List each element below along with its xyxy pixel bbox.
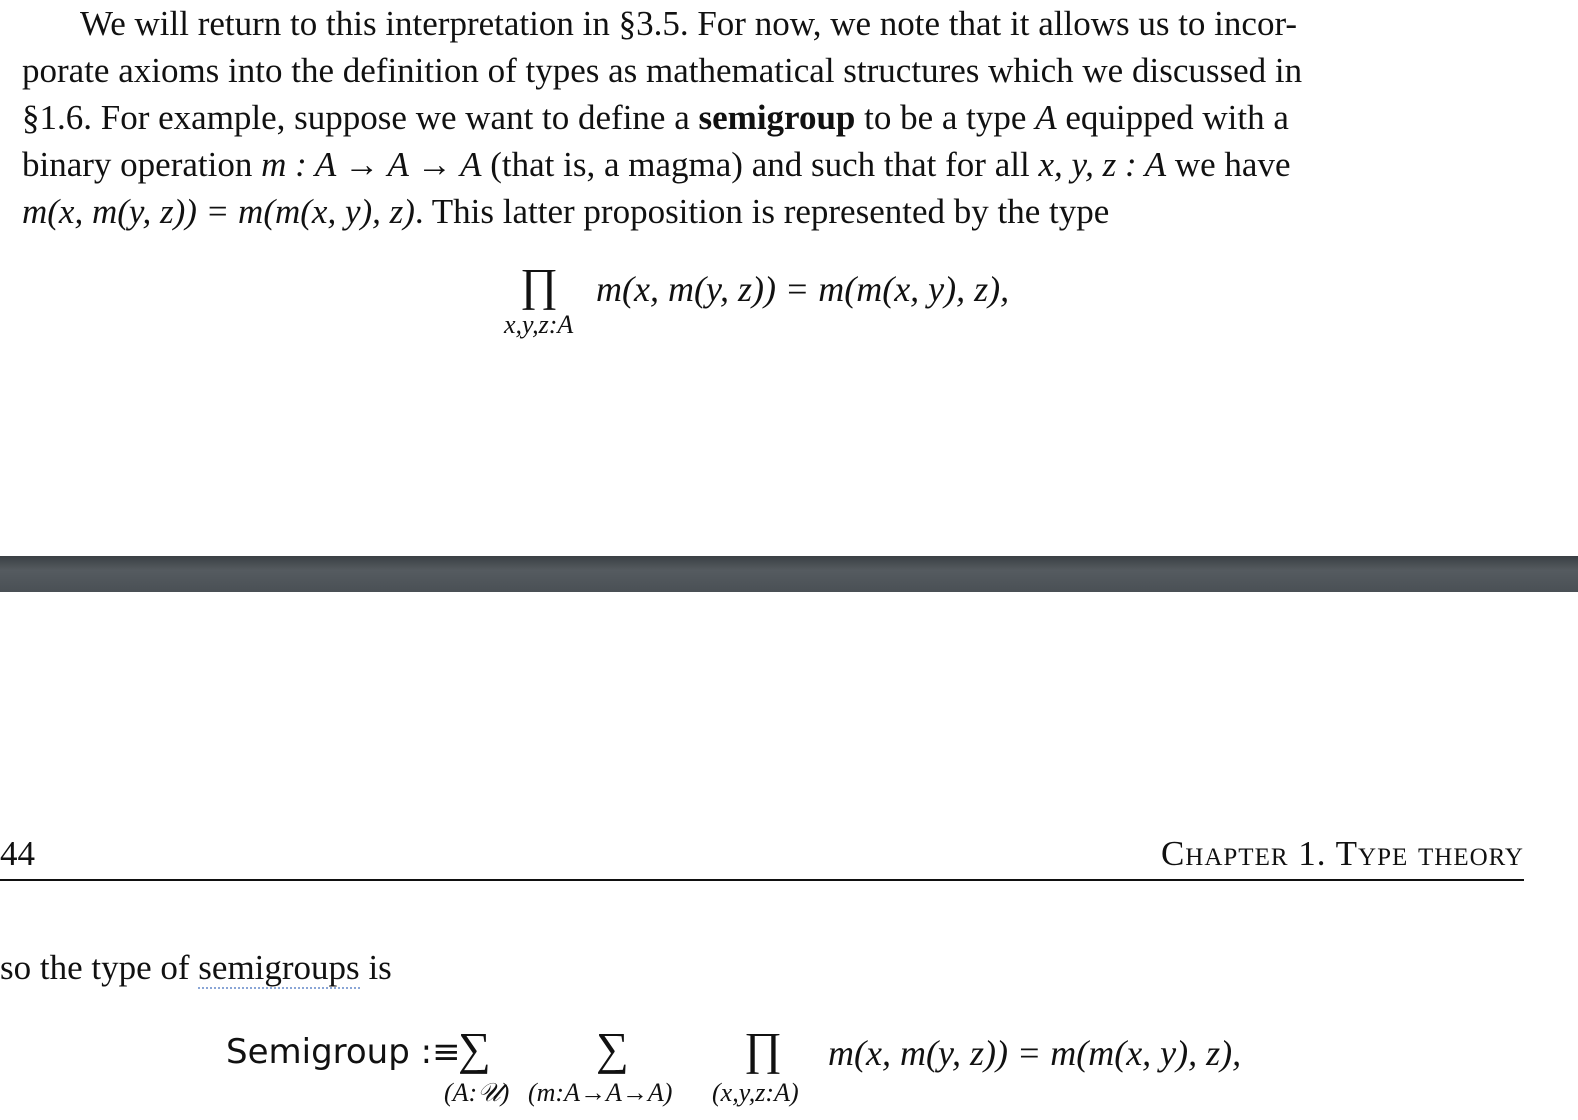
- line3-text-b: to be a type: [855, 98, 1036, 137]
- math-vars: x, y, z : A: [1038, 145, 1167, 184]
- math-assoc-eq: m(x, m(y, z)) = m(m(x, y), z): [22, 192, 415, 231]
- line3-text-c: equipped with a: [1056, 98, 1289, 137]
- math-A: A: [1035, 98, 1057, 137]
- sum-subscript-2: (m:A→A→A): [528, 1078, 673, 1107]
- paragraph-line-5: [22, 188, 1548, 235]
- lead-text-a: so the type of: [0, 948, 199, 987]
- lead-sentence: [0, 948, 392, 988]
- product-symbol: ∏: [520, 259, 558, 310]
- paragraph-line-4: [22, 141, 1548, 188]
- page-separator: [0, 556, 1578, 592]
- line5-text: . This latter proposition is represented by the type: [414, 192, 1110, 231]
- semigroup-name: Semigroup :≡: [226, 1032, 461, 1072]
- line4-text-a: binary operation: [22, 145, 262, 184]
- display1-body: m(x, m(y, z)) = m(m(x, y), z),: [596, 269, 1010, 309]
- display-equation-1: [504, 259, 1080, 342]
- chapter-heading: Chapter 1. Type theory: [1160, 834, 1524, 873]
- sum-subscript-1: (A:𝒰): [444, 1078, 510, 1107]
- term-semigroup: semigroup: [698, 98, 856, 137]
- body-paragraph: [22, 0, 1548, 235]
- sum-symbol-1: ∑: [458, 1023, 491, 1074]
- lead-text-b: is: [359, 948, 392, 987]
- paragraph-line-1: We will return to this interpretation in §3.5. For now, we note that it allows us to incor-: [80, 4, 1298, 43]
- display-equation-2: [226, 1023, 1346, 1116]
- product-subscript-2: (x,y,z:A): [712, 1078, 799, 1107]
- math-binary-op: m : A → A → A: [261, 145, 482, 184]
- product-symbol-2: ∏: [744, 1023, 782, 1074]
- product-subscript: x,y,z:A: [504, 310, 574, 339]
- page-number: 44: [0, 834, 35, 873]
- line4-text-c: we have: [1166, 145, 1291, 184]
- display2-body: m(x, m(y, z)) = m(m(x, y), z),: [828, 1033, 1242, 1073]
- line4-text-b: (that is, a magma) and such that for all: [481, 145, 1039, 184]
- line3-text-a: §1.6. For example, suppose we want to define a: [22, 98, 699, 137]
- semigroups-link[interactable]: semigroups: [198, 948, 360, 987]
- paragraph-line-3: [22, 94, 1548, 141]
- sum-symbol-2: ∑: [596, 1023, 629, 1074]
- paragraph-line-2: porate axioms into the definition of types as mathematical structures which we discussed in: [22, 51, 1303, 90]
- header-rule: [0, 879, 1524, 881]
